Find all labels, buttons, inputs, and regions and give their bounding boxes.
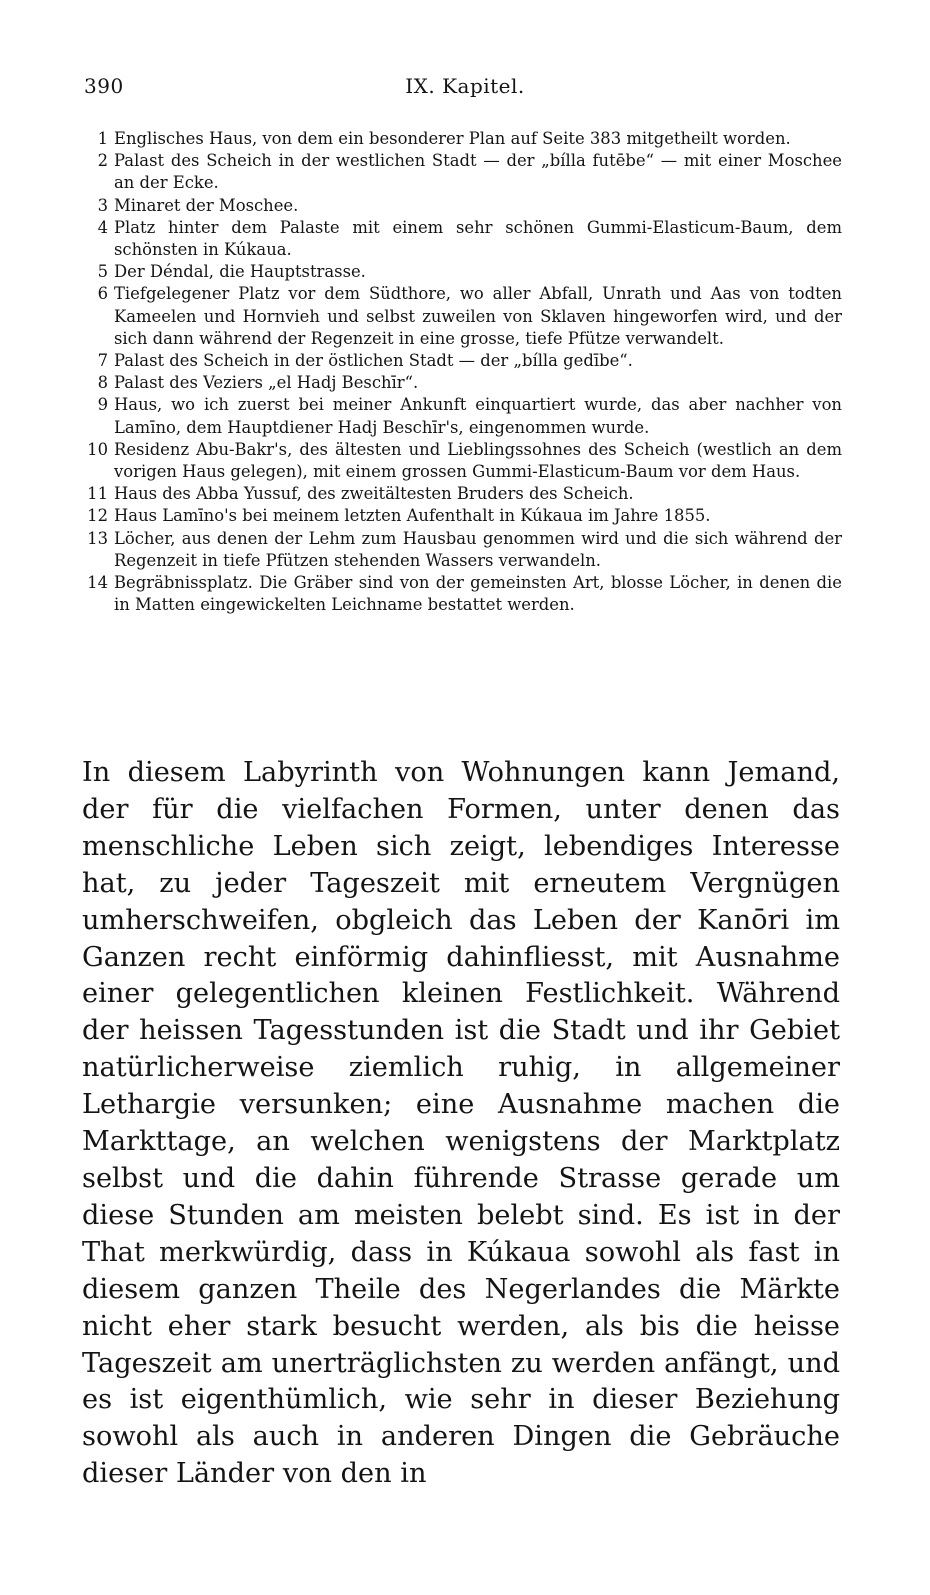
legend-number: 12 bbox=[87, 506, 108, 526]
legend-text: Palast des Scheich in der westlichen Stadt — der „bílla futēbe“ — mit einer Moschee an der Ecke. bbox=[114, 151, 842, 193]
legend-number: 9 bbox=[97, 395, 108, 415]
legend-number: 5 bbox=[97, 262, 108, 282]
legend-number: 4 bbox=[97, 217, 108, 237]
body-paragraph: In diesem Labyrinth von Wohnungen kann Jemand, der für die vielfachen Formen, unter denen das menschliche Leben sich zeigt, lebendiges Interesse hat, zu jeder Tageszeit mit erneutem Vergnügen umherschweifen, obgleich das Leben der Kanōri im Ganzen recht einförmig dahinfliesst, mit Ausnahme einer gelegentlichen kleinen Festlichkeit. Während der heissen Tagesstunden ist die Stadt und ihr Gebiet natürlicherweise ziemlich ruhig, in allgemeiner Lethargie versunken; eine Ausnahme machen die Markttage, an welchen wenigstens der Marktplatz selbst und die dahin führende Strasse gerade um diese Stunden am meisten belebt sind. Es ist in der That merkwürdig, dass in Kúkaua sowohl als fast in diesem ganzen Theile des Negerlandes die Märkte nicht eher stark besucht werden, als bis die heisse Tageszeit am unerträglichsten zu werden anfängt, und es ist eigenthümlich, wie sehr in dieser Beziehung sowohl als auch in anderen Dingen die Gebräuche dieser Länder von den in bbox=[82, 757, 840, 1490]
legend-item-5 bbox=[80, 261, 842, 283]
legend-item-13 bbox=[80, 528, 842, 572]
legend-item-11 bbox=[80, 483, 842, 505]
legend-number: 14 bbox=[87, 573, 108, 593]
legend-text: Haus, wo ich zuerst bei meiner Ankunft einquartiert wurde, das aber nachher von Lamīno, dem Hauptdiener Hadj Beschīr's, eingenommen wurde. bbox=[114, 395, 842, 437]
legend-number: 7 bbox=[97, 351, 108, 371]
legend-item-6 bbox=[80, 283, 842, 350]
legend-number: 11 bbox=[87, 484, 108, 504]
legend-text: Begräbnissplatz. Die Gräber sind von der gemeinsten Art, blosse Löcher, in denen die in Matten eingewickelten Leichname bestattet werden. bbox=[114, 573, 842, 615]
legend-text: Tiefgelegener Platz vor dem Südthore, wo aller Abfall, Unrath und Aas von todten Kameelen und Hornvieh und selbst zuweilen von Sklaven hingeworfen wird, und der sich dann während der Regenzeit in eine grosse, tiefe Pfütze verwandelt. bbox=[114, 284, 842, 348]
legend-number: 1 bbox=[97, 129, 108, 148]
legend-item-8 bbox=[80, 372, 842, 394]
legend-text: Residenz Abu-Bakr's, des ältesten und Lieblingssohnes des Scheich (westlich an dem vorigen Haus gelegen), mit einem grossen Gummi-Elasticum-Baum vor dem Haus. bbox=[114, 439, 842, 482]
legend-item-9 bbox=[80, 394, 842, 438]
legend-number: 2 bbox=[97, 151, 108, 171]
legend-number: 10 bbox=[87, 439, 108, 459]
legend-item-12 bbox=[80, 505, 842, 527]
legend-number: 3 bbox=[97, 195, 108, 215]
running-head: IX. Kapitel. bbox=[405, 74, 525, 98]
legend-item-3 bbox=[80, 195, 842, 217]
legend-item-1 bbox=[80, 128, 842, 150]
legend-number: 13 bbox=[87, 528, 108, 548]
legend-text: Palast des Scheich in der östlichen Stadt — der „bílla gedībe“. bbox=[114, 351, 633, 371]
legend-text: Minaret der Moschee. bbox=[114, 195, 299, 215]
legend-text: Palast des Veziers „el Hadj Beschīr“. bbox=[114, 373, 419, 393]
legend-text: Der Déndal, die Hauptstrasse. bbox=[114, 262, 366, 282]
legend-item-2 bbox=[80, 150, 842, 194]
legend-item-14 bbox=[80, 572, 842, 616]
map-legend-list bbox=[80, 128, 842, 616]
legend-text: Haus des Abba Yussuf, des zweitältesten Bruders des Scheich. bbox=[114, 484, 634, 504]
legend-item-7 bbox=[80, 350, 842, 372]
legend-text: Englisches Haus, von dem ein besonderer Plan auf Seite 383 mitgetheilt worden. bbox=[114, 129, 791, 148]
legend-item-4 bbox=[80, 217, 842, 261]
legend-number: 6 bbox=[97, 284, 108, 304]
page-number: 390 bbox=[84, 74, 124, 98]
legend-text: Löcher, aus denen der Lehm zum Hausbau genommen wird und die sich während der Regenzeit in tiefe Pfützen stehenden Wassers verwandeln. bbox=[114, 528, 842, 570]
legend-item-10 bbox=[80, 439, 842, 483]
legend-text: Platz hinter dem Palaste mit einem sehr schönen Gummi-Elasticum-Baum, dem schönsten in Kúkaua. bbox=[114, 217, 842, 260]
legend-text: Haus Lamīno's bei meinem letzten Aufenthalt in Kúkaua im Jahre 1855. bbox=[114, 506, 711, 526]
legend-number: 8 bbox=[97, 373, 108, 393]
